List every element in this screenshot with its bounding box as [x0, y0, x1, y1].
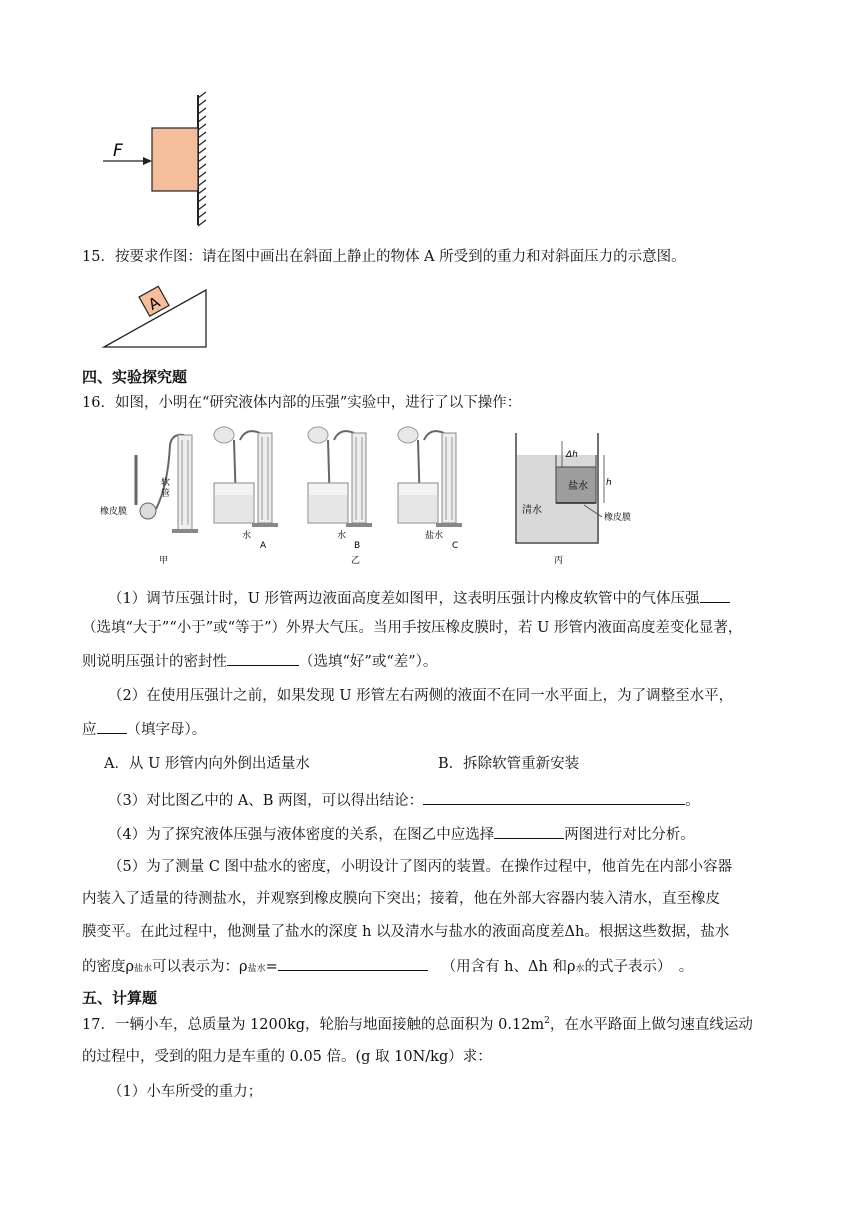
q16-p1-line3: 则说明压强计的密封性 （选填“好”或“差”）。 — [82, 650, 437, 672]
figure-yi-a — [214, 427, 278, 551]
section4-title: 四、实验探究题 — [82, 368, 188, 386]
jia-soft-tube-2: 管 — [161, 489, 171, 499]
bing-membrane: 橡皮膜 — [604, 513, 632, 523]
q16-p4: （4）为了探究液体压强与液体密度的关系，在图乙中应选择 两图进行对比分析。 — [108, 823, 695, 845]
yi-salt-c: 盐水 — [425, 531, 444, 541]
figure-yi-b — [308, 427, 372, 566]
q16-p2-line1: （2）在使用压强计之前，如果发现 U 形管左右两侧的液面不在同一水平面上，为了调整至水平， — [108, 688, 734, 704]
figure-yi-c — [398, 427, 462, 551]
q17-part1: （1）小车所受的重力； — [108, 1084, 263, 1100]
figure-bing — [516, 433, 631, 566]
incline-block-label: A — [145, 293, 164, 314]
q16-option-b: B．拆除软管重新安装 — [438, 756, 580, 772]
force-wall-figure — [95, 90, 225, 230]
bing-h: h — [606, 478, 612, 488]
yi-label-c: C — [452, 541, 459, 551]
q16-p5-line1: （5）为了测量 C 图中盐水的密度，小明设计了图丙的装置。在操作过程中，他首先在内部小容器 — [108, 859, 733, 875]
bing-clear: 清水 — [522, 505, 542, 516]
q16-p1-line1: （1）调节压强计时，U 形管两边液面高度差如图甲，这表明压强计内橡皮软管中的气体压强 — [108, 587, 730, 609]
yi-water-a: 水 — [242, 531, 252, 541]
q17-line1: 17．一辆小车，总质量为 1200kg，轮胎与地面接触的总面积为 $0.12m^2$，在水平路面上做匀速直线运动 — [82, 1016, 753, 1033]
q16-p5-line3: 膜变平。在此过程中，他测量了盐水的深度 h 以及清水与盐水的液面高度差Δh。根据这些数据，盐水 — [82, 924, 730, 940]
section5-title: 五、计算题 — [82, 989, 158, 1007]
force-label: F — [113, 141, 123, 161]
bing-caption: 丙 — [554, 556, 564, 566]
q16-p5-line4: 的密度ρ盐水可以表示为：ρ盐水= （用含有 h、Δh 和ρ水的式子表示） 。 — [82, 955, 693, 979]
bing-salt: 盐水 — [568, 481, 588, 492]
figure-jia — [100, 435, 198, 566]
q17-line2: 的过程中，受到的阻力是车重的 0.05 倍。(g 取 10N/kg）求： — [82, 1049, 492, 1065]
q16-option-a: A．从 U 形管内向外倒出适量水 — [104, 756, 310, 772]
bing-dh: Δh — [566, 450, 578, 460]
yi-label-a: A — [260, 541, 267, 551]
yi-caption: 乙 — [351, 556, 361, 566]
q16-p2-line2: 应 （填字母）。 — [82, 718, 206, 740]
pressure-experiment-figure — [96, 425, 646, 575]
yi-water-b: 水 — [337, 531, 347, 541]
jia-caption: 甲 — [159, 556, 169, 566]
q15-text: 15．按要求作图：请在图中画出在斜面上静止的物体 A 所受到的重力和对斜面压力的示意图。 — [82, 249, 686, 265]
q16-p5-line2: 内装入了适量的待测盐水，并观察到橡皮膜向下突出；接着，他在外部大容器内装入清水，直至橡皮 — [82, 891, 720, 907]
q16-p3: （3）对比图乙中的 A、B 两图，可以得出结论： 。 — [108, 789, 700, 811]
incline-figure — [100, 285, 212, 351]
q16-intro: 16．如图，小明在“研究液体内部的压强”实验中，进行了以下操作： — [82, 395, 522, 411]
jia-soft-tube-1: 软 — [161, 478, 171, 488]
pushed-block — [152, 128, 198, 191]
jia-membrane: 橡皮膜 — [100, 507, 128, 517]
q16-p1-line2: （选填“大于”“小于”或“等于”）外界大气压。当用手按压橡皮膜时，若 U 形管内液面高度差变化显著， — [82, 620, 743, 636]
yi-label-b: B — [354, 541, 361, 551]
